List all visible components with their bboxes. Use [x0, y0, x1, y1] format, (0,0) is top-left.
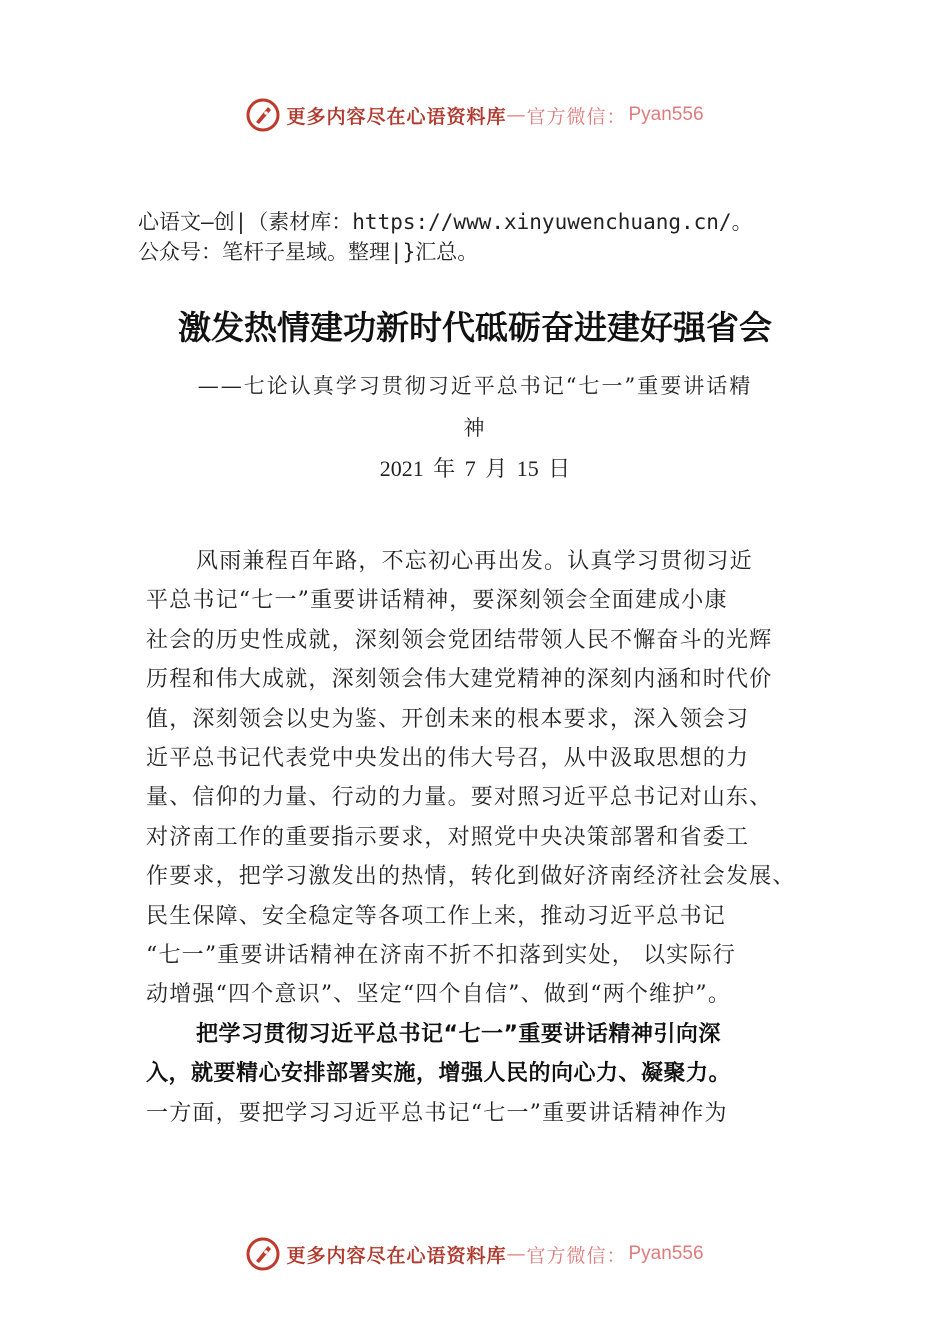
article-date: 2021 年 7 月 15 日 [379, 456, 571, 481]
body-line: 风雨兼程百年路，不忘初心再出发。认真学习贯彻习近 [196, 549, 753, 574]
subtitle-line-1: ——七论认真学习贯彻习近平总书记“七一”重要讲话精 [197, 374, 753, 398]
body-bold-line: 把学习贯彻习近平总书记“七一”重要讲话精神引向深 [196, 1021, 721, 1047]
subtitle-line-2: 神 [463, 416, 487, 440]
body-line: 社会的历史性成就，深刻领会党团结带领人民不懈奋斗的光辉 [146, 627, 773, 653]
body-line: 近平总书记代表党中央发出的伟大号召，从中汲取思想的力 [146, 746, 750, 772]
pen-nib-logo-icon [246, 98, 280, 132]
footer-banner [0, 1237, 950, 1275]
banner-dash: — [506, 104, 527, 126]
article-body [146, 542, 846, 1133]
source-line-1: 心语文—创|（素材库：https://www.xinyuwenchuang.cn/。 [138, 210, 753, 234]
body-line: 对济南工作的重要指示要求，对照党中央决策部署和省委工 [146, 824, 750, 850]
banner-wechat-label: 官方微信： [526, 105, 627, 128]
body-line: 值，深刻领会以史为鉴、开创未来的根本要求，深入领会习 [146, 706, 750, 732]
banner-library-text: 更多内容尽在心语资料库 [286, 105, 507, 128]
article-subtitle [150, 365, 800, 449]
body-line: 平总书记“七一”重要讲话精神，要深刻领会全面建成小康 [146, 588, 728, 614]
body-line: 作要求，把学习激发出的热情，转化到做好济南经济社会发展、 [146, 864, 796, 890]
body-line: 一方面，要把学习习近平总书记“七一”重要讲话精神作为 [146, 1100, 728, 1126]
header-banner [0, 98, 950, 136]
pen-nib-logo-icon [246, 1237, 280, 1271]
body-line: 量、信仰的力量、行动的力量。要对照习近平总书记对山东、 [146, 785, 773, 811]
banner-wechat-label: 官方微信： [526, 1244, 627, 1267]
body-line: 动增强“四个意识”、坚定“四个自信”、做到“两个维护”。 [146, 982, 732, 1008]
source-line-2: 公众号：笔杆子星域。整理|}汇总。 [138, 240, 479, 264]
banner-wechat-id: Pyan556 [628, 1243, 704, 1264]
body-line: 历程和伟大成就，深刻领会伟大建党精神的深刻内涵和时代价 [146, 667, 773, 693]
banner-dash: — [506, 1243, 527, 1265]
body-line: 民生保障、安全稳定等各项工作上来，推动习近平总书记 [146, 903, 727, 929]
body-bold-line: 入，就要精心安排部署实施，增强人民的向心力、凝聚力。 [146, 1061, 732, 1087]
source-info [138, 207, 858, 267]
banner-library-text: 更多内容尽在心语资料库 [286, 1244, 507, 1267]
body-line: “七一”重要讲话精神在济南不折不扣落到实处， 以实际行 [146, 943, 736, 969]
article-title: 激发热情建功新时代砥砺奋进建好强省会 [178, 308, 772, 347]
banner-wechat-id: Pyan556 [628, 104, 704, 125]
